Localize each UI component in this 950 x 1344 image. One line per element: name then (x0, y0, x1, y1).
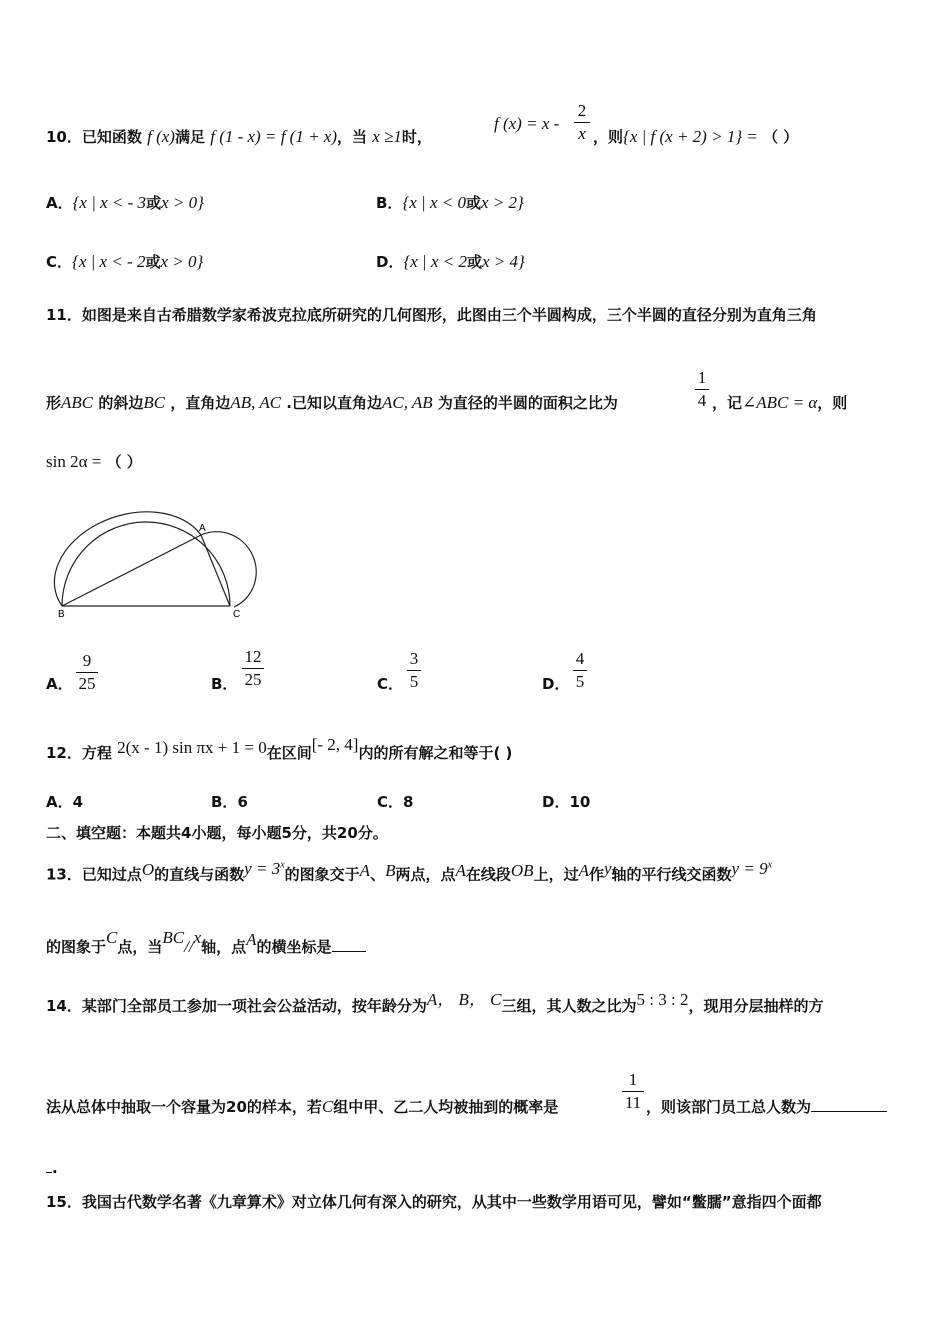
q14-answer-blank[interactable] (811, 1111, 887, 1112)
q10-option-b[interactable]: B．{x | x < 0或x > 2} (376, 193, 524, 212)
point-a-label: A (199, 523, 206, 534)
q13-answer-blank[interactable] (332, 951, 366, 952)
q10-fraction-2-over-x: 2 x (574, 101, 590, 144)
point-b-label: B (58, 609, 65, 620)
q14-probability-fraction: 1 11 (622, 1070, 644, 1113)
q12-option-b[interactable]: B．6 (211, 793, 248, 811)
q11-option-c-value: 3 5 (407, 649, 421, 692)
semicircle-ac (201, 532, 256, 607)
section-fill-in-heading: 二、填空题：本题共4小题，每小题5分，共20分。 (46, 824, 388, 842)
q11-option-d[interactable]: D． (542, 675, 570, 693)
q10-function-definition: f (x) = x - (494, 114, 560, 133)
q14-stem-line1: 14．某部门全部员工参加一项社会公益活动，按年龄分为A， B， C三组，其人数之比为5 : 3 : 2，现用分层抽样的方 (46, 990, 824, 1015)
q10-stem: 10．已知函数 f (x)满足 f (1 - x) = f (1 + x)，当 x ≥1时， (46, 127, 432, 146)
q11-ratio-fraction: 1 4 (695, 368, 709, 411)
segment-ab (62, 535, 201, 606)
q11-option-b[interactable]: B． (211, 675, 238, 693)
segment-ac (201, 535, 230, 606)
q11-option-a[interactable]: A． (46, 675, 73, 693)
q14-stem-line3: . (46, 1158, 58, 1178)
hippocrates-lune-figure (50, 495, 280, 625)
q11-angle-definition: ，记∠ABC = α，则 (712, 393, 848, 412)
q10-option-a[interactable]: A．{x | x < - 3或x > 0} (46, 193, 204, 212)
q10-set-expression: ，则{x | f (x + 2) > 1} = （ ） (593, 127, 799, 146)
point-c-label: C (233, 609, 241, 620)
q11-option-b-value: 12 25 (242, 647, 264, 690)
q13-stem-line2: 的图象于C点，当BC//x轴，点A的横坐标是 (46, 937, 366, 957)
q11-stem-line1: 11．如图是来自古希腊数学家希波克拉底所研究的几何图形，此图由三个半圆构成，三个半圆的直径分别为直角三角 (46, 306, 817, 324)
q14-stem-line2: 法从总体中抽取一个容量为20的样本，若C组中甲、乙二人均被抽到的概率是 (46, 1097, 559, 1116)
q11-option-a-value: 9 25 (76, 651, 98, 694)
q13-stem-line1: 13．已知过点O的直线与函数$y = 3^x$的图象交于A、B两点，点A在线段OB上，过A作y轴的平行线交函数$y = 9^x$ (46, 858, 773, 884)
q12-option-c[interactable]: C．8 (377, 793, 414, 811)
q11-option-d-value: 4 5 (573, 649, 587, 692)
q10-option-c[interactable]: C．{x | x < - 2或x > 0} (46, 252, 204, 271)
q12-option-d[interactable]: D．10 (542, 793, 591, 811)
q11-stem-line2: 形ABC 的斜边BC ，直角边AB, AC .已知以直角边AC, AB 为直径的半圆的面积之比为 (46, 393, 618, 412)
q12-option-a[interactable]: A．4 (46, 793, 84, 811)
q11-option-c[interactable]: C． (377, 675, 404, 693)
q10-option-d[interactable]: D．{x | x < 2或x > 4} (376, 252, 525, 271)
q11-question-sin2a: sin 2α = （ ） (46, 452, 142, 471)
q15-stem-line1: 15．我国古代数学名著《九章算术》对立体几何有深入的研究，从其中一些数学用语可见，譬如“鳖臑”意指四个面都 (46, 1193, 822, 1211)
q12-stem: 12．方程 2(x - 1) sin πx + 1 = 0在区间[- 2, 4]内的所有解之和等于( ) (46, 735, 513, 762)
q14-stem-line2-end: ，则该部门员工总人数为 (646, 1097, 887, 1117)
